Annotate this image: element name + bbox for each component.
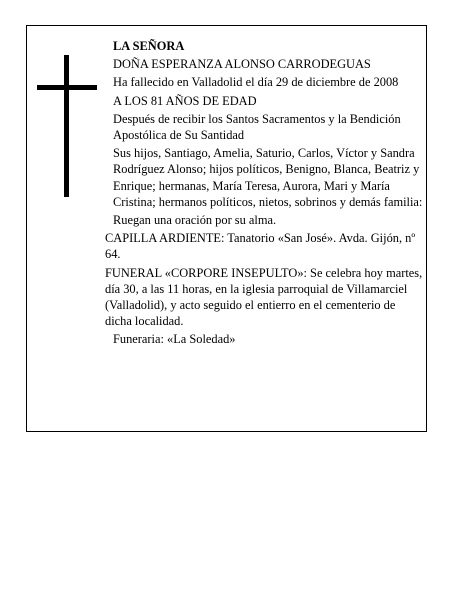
funeral-home-line: Funeraria: «La Soledad» — [113, 332, 236, 347]
chapel-line: CAPILLA ARDIENTE: Tanatorio «San José». Avda. Gijón, nº 64. — [105, 231, 416, 262]
age-line: A LOS 81 AÑOS DE EDAD — [113, 93, 257, 108]
funeral-line: FUNERAL «CORPORE INSEPULTO»: Se celebra hoy martes, día 30, a las 11 horas, en la iglesia parroquial de Villamarciel (Valladolid), y acto seguido el entierro en el cementerio de dicha localidad. — [105, 265, 423, 329]
death-statement: Ha fallecido en Valladolid el día 29 de diciembre de 2008 — [113, 75, 399, 90]
notice-title: LA SEÑORA — [113, 39, 185, 53]
sacraments-line: Después de recibir los Santos Sacramentos y la Bendición Apostólica de Su Santidad — [113, 111, 401, 143]
deceased-name: DOÑA ESPERANZA ALONSO CARRODEGUAS — [113, 57, 371, 72]
notice-body — [105, 38, 425, 350]
prayer-line: Ruegan una oración por su alma. — [113, 213, 277, 228]
cross-icon — [64, 55, 69, 197]
cross-icon-bar — [37, 85, 97, 90]
family-list: Sus hijos, Santiago, Amelia, Saturio, Carlos, Víctor y Sandra Rodríguez Alonso; hijos políticos, Benigno, Blanca, Beatriz y Enrique; hermanas, María Teresa, Aurora, Mari y María Cristina; hermanos políticos, nietos, sobrinos y demás familia: — [113, 146, 423, 209]
